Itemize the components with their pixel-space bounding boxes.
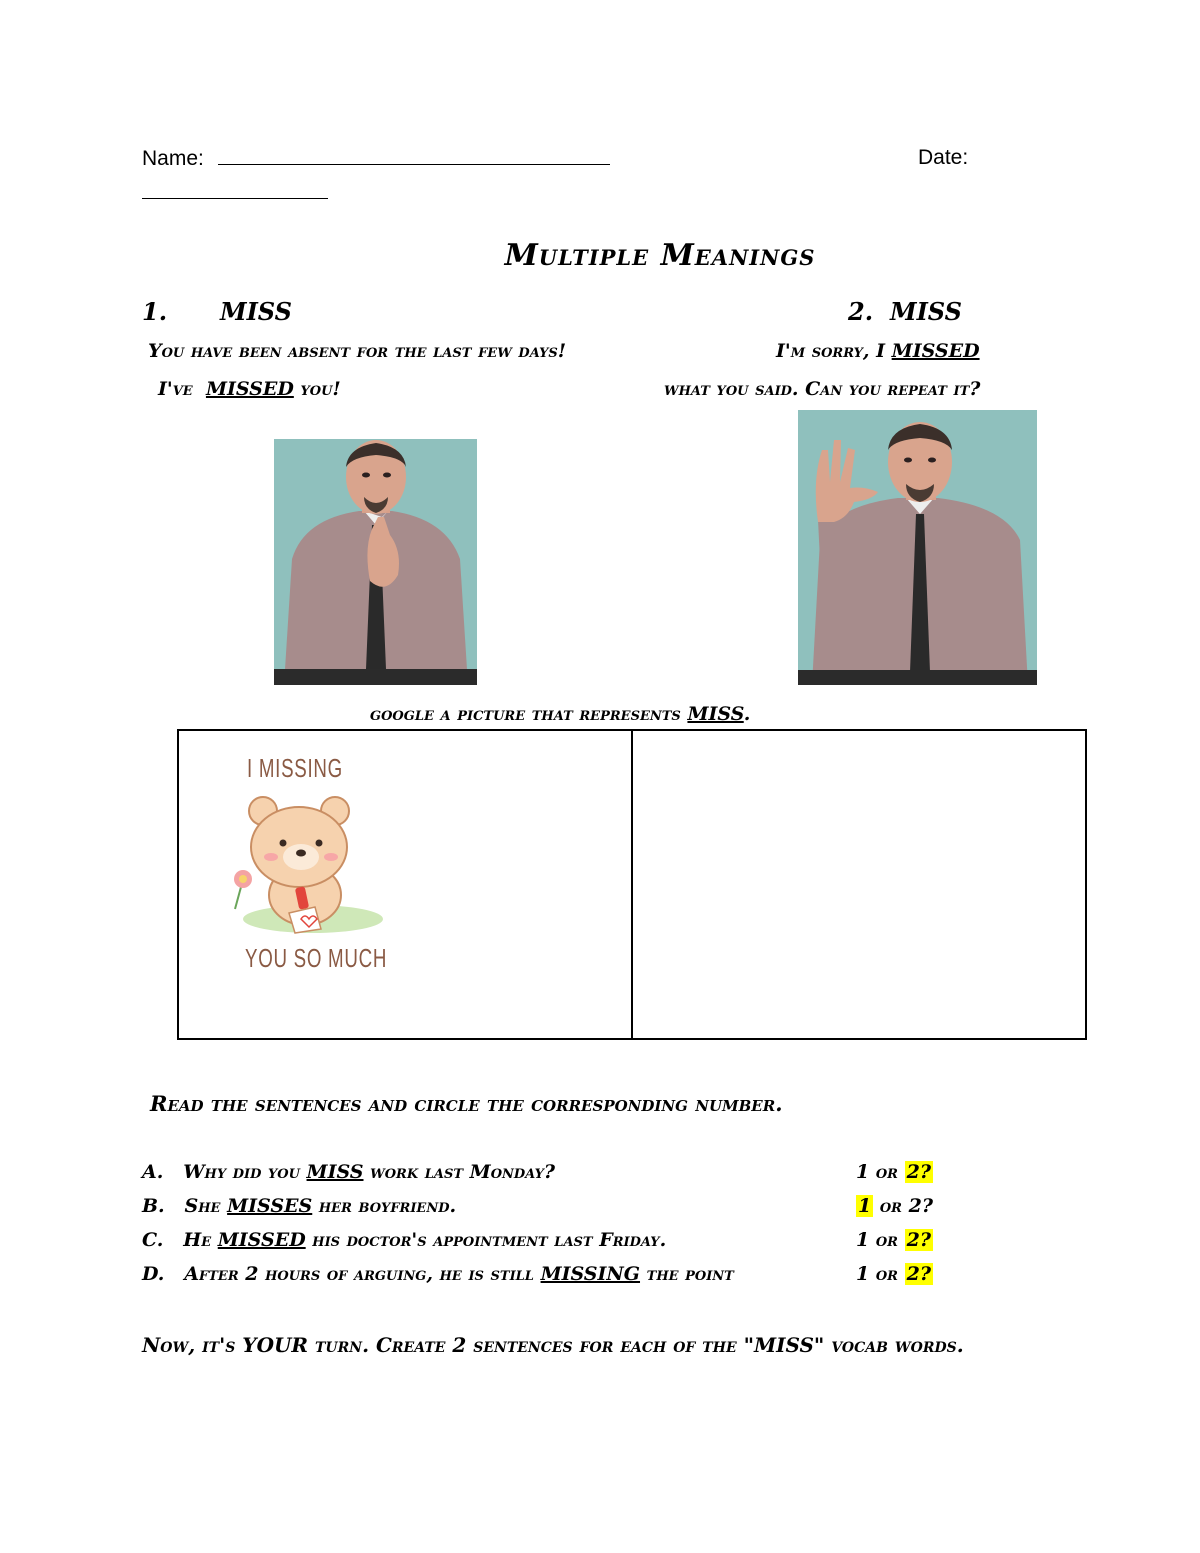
- question-b: B. She MISSES her boyfriend.: [142, 1195, 457, 1217]
- signer-illustration-1: [274, 439, 477, 685]
- meaning1-number: 1.: [142, 297, 168, 326]
- question-b-answer[interactable]: 1 or 2?: [858, 1195, 933, 1217]
- name-label: Name:: [142, 146, 610, 171]
- question-d-keyword: MISSING: [540, 1263, 641, 1285]
- option-1[interactable]: 1: [856, 1263, 870, 1285]
- picture-box-1[interactable]: [177, 729, 633, 1040]
- teddy-bear-icon: [225, 791, 385, 941]
- google-prompt: google a picture that represents MISS.: [370, 703, 751, 725]
- question-a-answer[interactable]: 1 or 2?: [856, 1161, 931, 1183]
- question-a-keyword: MISS: [306, 1161, 364, 1183]
- name-field[interactable]: [218, 146, 610, 165]
- question-d: D. After 2 hours of arguing, he is still MISSING the point: [142, 1263, 734, 1285]
- instructions: Read the sentences and circle the corresponding number.: [150, 1091, 783, 1116]
- bear-card-bottom-text: YOU SO MUCH: [245, 943, 388, 973]
- option-1[interactable]: 1: [856, 1161, 870, 1183]
- picture-box-2[interactable]: [631, 729, 1087, 1040]
- question-c-keyword: MISSED: [217, 1229, 306, 1251]
- option-1-highlighted[interactable]: 1: [858, 1195, 872, 1217]
- option-2-highlighted[interactable]: 2?: [906, 1161, 931, 1183]
- question-a: A. Why did you MISS work last Monday?: [142, 1161, 556, 1183]
- page-title: Multiple Meanings: [504, 238, 816, 273]
- question-c-answer[interactable]: 1 or 2?: [856, 1229, 931, 1251]
- sign-photo-miss-1: [274, 439, 477, 685]
- option-2-highlighted[interactable]: 2?: [906, 1263, 931, 1285]
- meaning2-line1: I'm sorry, I MISSED: [776, 340, 980, 362]
- date-label: Date:: [918, 146, 969, 169]
- sign-photo-miss-2: [798, 410, 1037, 685]
- question-c: C. He MISSED his doctor's appointment last Friday.: [142, 1229, 667, 1251]
- meaning2-keyword: MISSED: [891, 340, 980, 362]
- meaning1-keyword: MISSED: [205, 378, 294, 400]
- signer-illustration-2: [798, 410, 1037, 685]
- meaning2-word: MISS: [890, 297, 962, 326]
- date-field[interactable]: [142, 180, 328, 199]
- question-d-answer[interactable]: 1 or 2?: [856, 1263, 931, 1285]
- meaning2-number: 2.: [848, 297, 874, 326]
- meaning1-word: MISS: [220, 297, 292, 326]
- meaning1-line2: I've MISSED you!: [158, 378, 341, 400]
- meaning2-line2: what you said. Can you repeat it?: [664, 378, 981, 400]
- option-2[interactable]: 2?: [908, 1195, 933, 1217]
- closing-instructions: Now, it's YOUR turn. Create 2 sentences for each of the "MISS" vocab words.: [142, 1333, 964, 1357]
- meaning1-line1: You have been absent for the last few days!: [148, 340, 567, 362]
- google-keyword: MISS: [687, 703, 744, 725]
- question-b-keyword: MISSES: [227, 1195, 313, 1217]
- option-1[interactable]: 1: [856, 1229, 870, 1251]
- bear-card-top-text: I MISSING: [247, 753, 343, 783]
- option-2-highlighted[interactable]: 2?: [906, 1229, 931, 1251]
